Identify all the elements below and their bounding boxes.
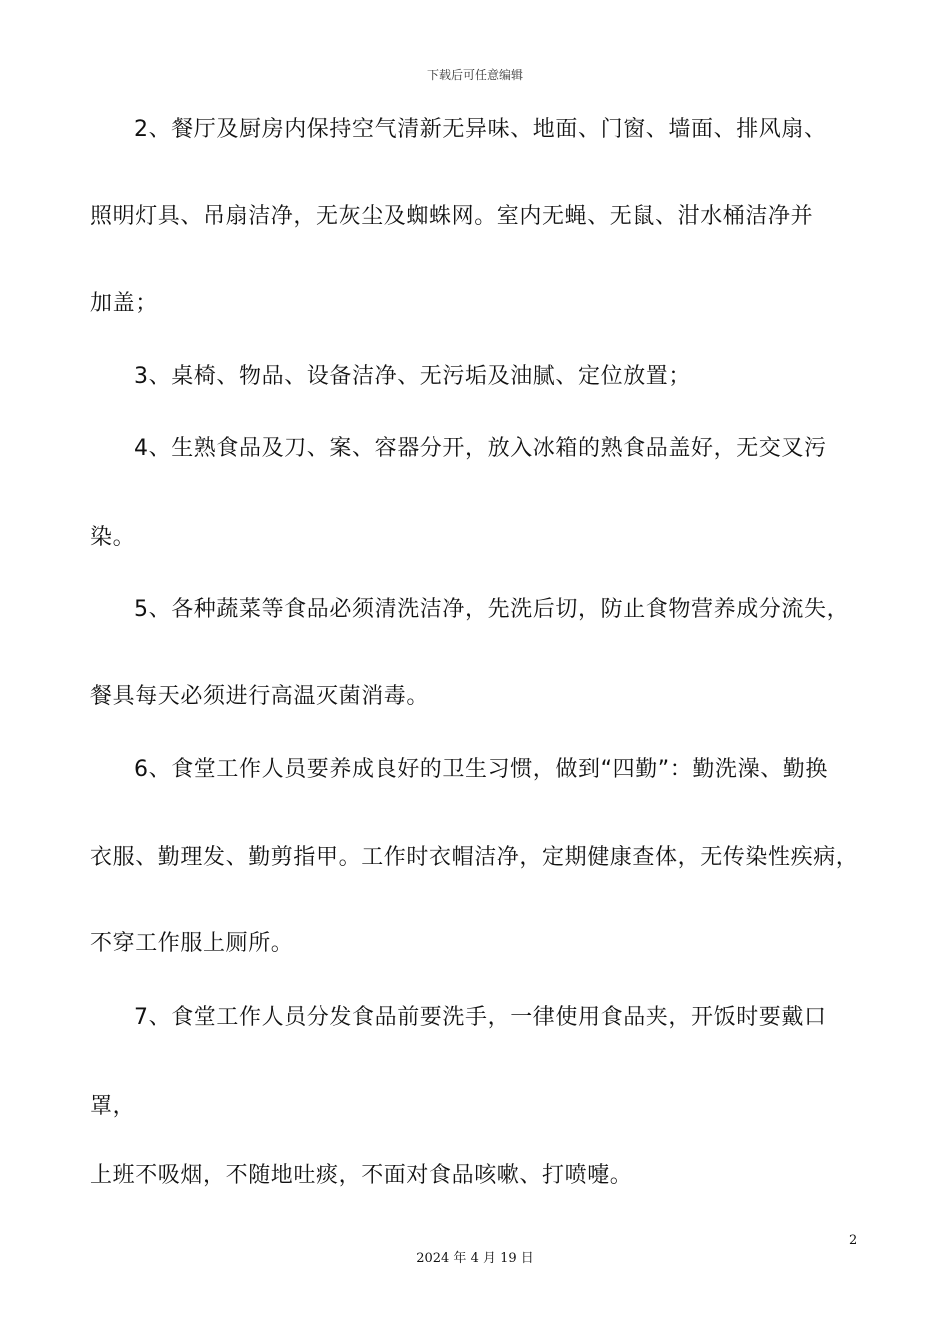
paragraph-5-line-1: 5、各种蔬菜等食品必须清洗洁净，先洗后切，防止食物营养成分流失， (134, 597, 850, 622)
paragraph-6-line-2: 衣服、勤理发、勤剪指甲。工作时衣帽洁净，定期健康查体，无传染性疾病， (90, 845, 859, 870)
paragraph-7-line-1: 7、食堂工作人员分发食品前要洗手，一律使用食品夹，开饭时要戴口 (134, 1005, 827, 1030)
paragraph-3-line-1: 3、桌椅、物品、设备洁净、无污垢及油腻、定位放置； (134, 364, 691, 389)
paragraph-7-line-3: 上班不吸烟，不随地吐痰，不面对食品咳嗽、打喷嚏。 (90, 1163, 633, 1188)
page-number: 2 (849, 1233, 858, 1248)
paragraph-4-line-2: 染。 (90, 525, 136, 550)
paragraph-2-line-3: 加盖； (90, 291, 158, 316)
paragraph-6-line-1: 6、食堂工作人员要养成良好的卫生习惯，做到“四勤”：勤洗澡、勤换 (134, 757, 828, 782)
paragraph-7-line-2: 罩， (90, 1094, 136, 1119)
paragraph-5-line-2: 餐具每天必须进行高温灭菌消毒。 (90, 684, 430, 709)
paragraph-2-line-1: 2、餐厅及厨房内保持空气清新无异味、地面、门窗、墙面、排风扇、 (134, 117, 827, 142)
paragraph-4-line-1: 4、生熟食品及刀、案、容器分开，放入冰箱的熟食品盖好，无交叉污 (134, 436, 827, 461)
paragraph-2-line-2: 照明灯具、吊扇洁净，无灰尘及蜘蛛网。室内无蝇、无鼠、泔水桶洁净并 (90, 204, 814, 229)
paragraph-6-line-3: 不穿工作服上厕所。 (90, 931, 294, 956)
page-header: 下载后可任意编辑 (426, 68, 523, 82)
footer-date: 2024 年 4 月 19 日 (416, 1251, 534, 1266)
